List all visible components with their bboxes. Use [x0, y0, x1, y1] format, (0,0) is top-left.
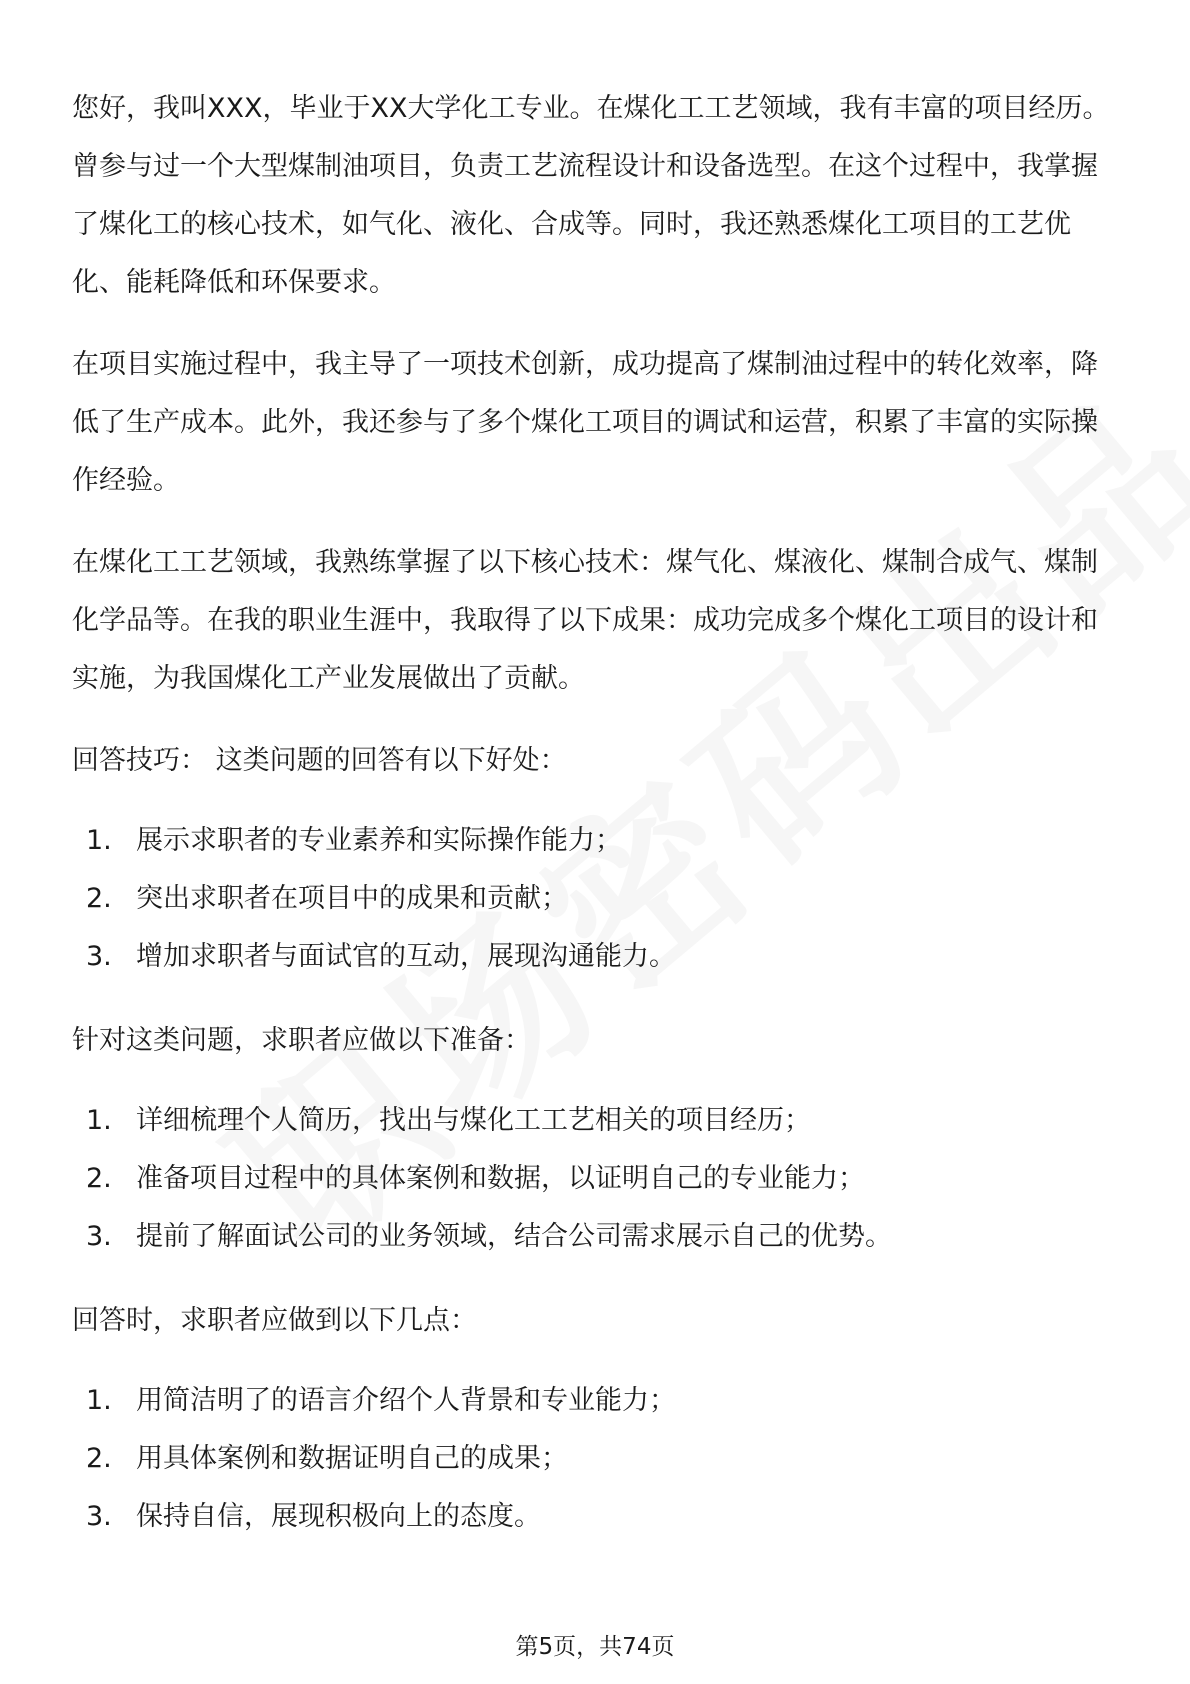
page-number: 第5页，共74页	[515, 1634, 675, 1660]
list-number: 1.	[86, 1105, 112, 1136]
prep-heading: 针对这类问题，求职者应做以下准备：	[72, 1025, 531, 1056]
list-item	[72, 870, 1122, 928]
paragraph-intro: 您好，我叫XXX，毕业于XX大学化工专业。在煤化工工艺领域，我有丰富的项目经历。曾参与过一个大型煤制油项目，负责工艺流程设计和设备选型。在这个过程中，我掌握了煤化工的核心技术，如气化、液化、合成等。同时，我还熟悉煤化工项目的工艺优化、能耗降低和环保要求。	[72, 93, 1110, 298]
list-item	[72, 1488, 1122, 1546]
list-text: 保持自信，展现积极向上的态度。	[136, 1501, 541, 1532]
tips-list	[72, 812, 1122, 986]
list-text: 用简洁明了的语言介绍个人背景和专业能力；	[136, 1385, 676, 1416]
tips-heading: 回答技巧： 这类问题的回答有以下好处：	[72, 745, 567, 776]
prep-list	[72, 1092, 1122, 1266]
list-item	[72, 1372, 1122, 1430]
list-number: 1.	[86, 825, 112, 856]
list-number: 3.	[86, 1221, 112, 1252]
list-item	[72, 1208, 1122, 1266]
paragraph-innovation: 在项目实施过程中，我主导了一项技术创新，成功提高了煤制油过程中的转化效率，降低了生产成本。此外，我还参与了多个煤化工项目的调试和运营，积累了丰富的实际操作经验。	[72, 349, 1098, 496]
list-item	[72, 1150, 1122, 1208]
list-item	[72, 1092, 1122, 1150]
list-number: 2.	[86, 1443, 112, 1474]
list-text: 用具体案例和数据证明自己的成果；	[136, 1443, 568, 1474]
list-text: 准备项目过程中的具体案例和数据，以证明自己的专业能力；	[136, 1163, 865, 1194]
document-body	[72, 80, 1122, 1572]
answer-list	[72, 1372, 1122, 1546]
list-number: 2.	[86, 1163, 112, 1194]
list-number: 3.	[86, 941, 112, 972]
list-item	[72, 1430, 1122, 1488]
paragraph-core-tech: 在煤化工工艺领域，我熟练掌握了以下核心技术：煤气化、煤液化、煤制合成气、煤制化学品等。在我的职业生涯中，我取得了以下成果：成功完成多个煤化工项目的设计和实施，为我国煤化工产业发展做出了贡献。	[72, 547, 1098, 694]
list-text: 增加求职者与面试官的互动，展现沟通能力。	[136, 941, 676, 972]
list-text: 详细梳理个人简历，找出与煤化工工艺相关的项目经历；	[136, 1105, 811, 1136]
list-item	[72, 812, 1122, 870]
list-number: 2.	[86, 883, 112, 914]
list-text: 展示求职者的专业素养和实际操作能力；	[136, 825, 622, 856]
list-number: 3.	[86, 1501, 112, 1532]
list-number: 1.	[86, 1385, 112, 1416]
list-text: 突出求职者在项目中的成果和贡献；	[136, 883, 568, 914]
list-item	[72, 928, 1122, 986]
list-text: 提前了解面试公司的业务领域，结合公司需求展示自己的优势。	[136, 1221, 892, 1252]
answer-heading: 回答时，求职者应做到以下几点：	[72, 1305, 477, 1336]
